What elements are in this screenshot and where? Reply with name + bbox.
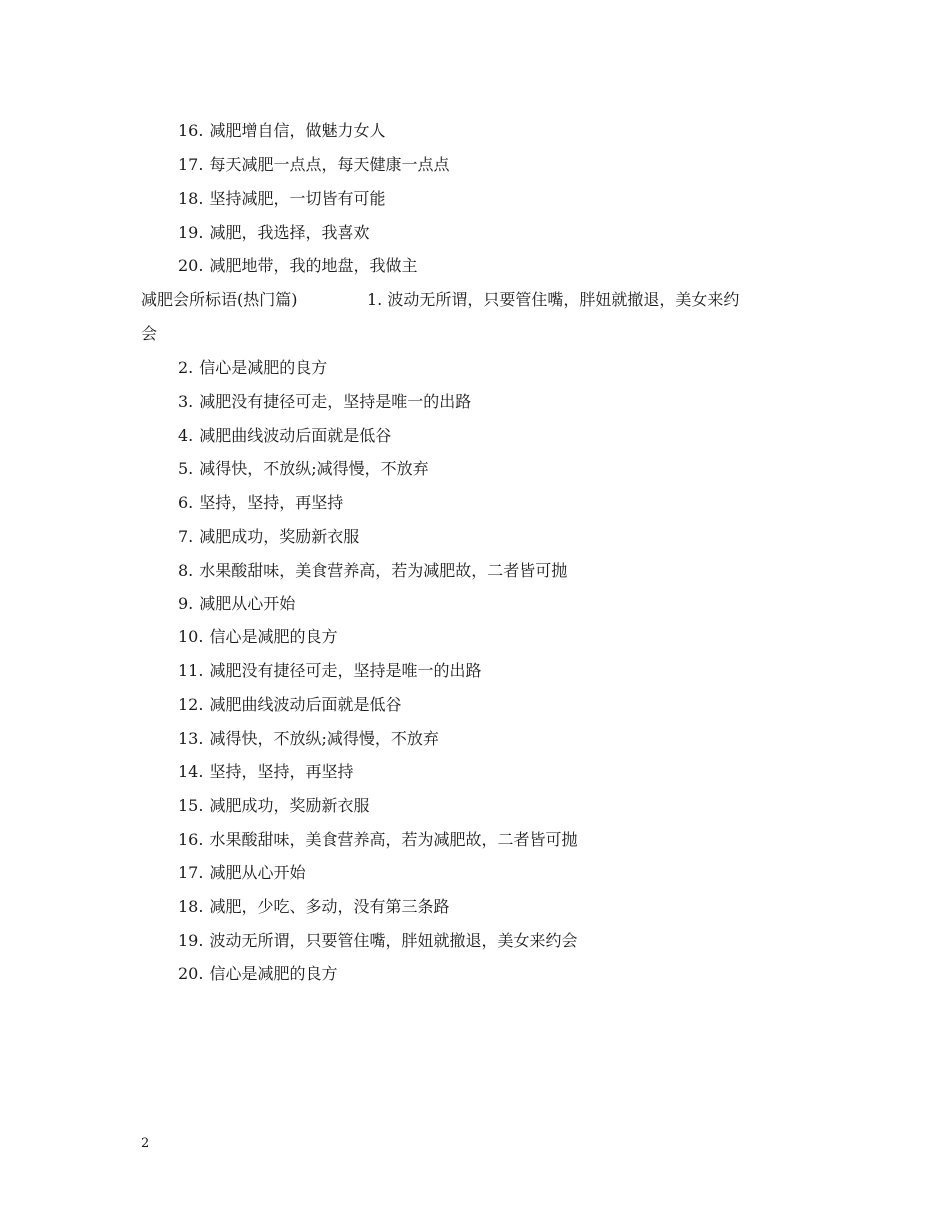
list-item	[178, 561, 567, 581]
list-item	[178, 627, 337, 647]
item-number: 20.	[178, 256, 204, 275]
item-text: 减肥成功，奖励新衣服	[199, 527, 360, 546]
item-text: 信心是减肥的良方	[209, 627, 338, 646]
item-number: 20.	[178, 964, 204, 983]
list-item	[178, 964, 337, 984]
item-text: 坚持，坚持，再坚持	[199, 493, 344, 512]
item-text: 每天减肥一点点，每天健康一点点	[209, 155, 450, 174]
item-text: 波动无所谓，只要管住嘴，胖妞就撤退，美女来约会	[209, 931, 578, 950]
item-number: 12.	[178, 695, 204, 714]
item-text: 减肥没有捷径可走，坚持是唯一的出路	[199, 392, 472, 411]
item-text: 减肥，少吃、多动，没有第三条路	[209, 897, 450, 916]
page-number: 2	[141, 1136, 150, 1151]
item-number: 6.	[178, 493, 194, 512]
item-number: 5.	[178, 459, 194, 478]
list-item	[178, 897, 449, 917]
item-text: 信心是减肥的良方	[199, 358, 328, 377]
item-text: 坚持减肥，一切皆有可能	[209, 189, 386, 208]
item-number: 14.	[178, 762, 204, 781]
list-item	[178, 256, 417, 276]
list-item	[178, 189, 385, 209]
item-text: 减肥曲线波动后面就是低谷	[209, 695, 402, 714]
item-text: 减肥地带，我的地盘，我做主	[209, 256, 418, 275]
list-item	[178, 661, 481, 681]
item-number: 15.	[178, 796, 204, 815]
list-item	[178, 695, 401, 715]
item-text: 减得快，不放纵;减得慢，不放弃	[209, 729, 439, 748]
list-item	[178, 931, 577, 951]
item-text: 水果酸甜味，美食营养高，若为减肥故，二者皆可抛	[209, 830, 578, 849]
section-heading-line	[141, 290, 821, 310]
section-text-continuation: 会	[141, 324, 158, 343]
list-item	[178, 527, 359, 547]
item-text: 波动无所谓，只要管住嘴，胖妞就撤退，美女来约	[387, 290, 740, 309]
item-number: 1.	[367, 290, 383, 309]
item-text: 减肥增自信，做魅力女人	[209, 121, 386, 140]
item-number: 17.	[178, 863, 204, 882]
item-number: 19.	[178, 931, 204, 950]
item-number: 10.	[178, 627, 204, 646]
list-item	[178, 493, 343, 513]
item-number: 4.	[178, 426, 194, 445]
item-number: 8.	[178, 561, 194, 580]
list-item	[178, 155, 449, 175]
item-number: 19.	[178, 223, 204, 242]
list-item	[178, 459, 429, 479]
item-text: 减肥成功，奖励新衣服	[209, 796, 370, 815]
item-number: 13.	[178, 729, 204, 748]
item-text: 减肥从心开始	[199, 594, 296, 613]
item-number: 9.	[178, 594, 194, 613]
list-item	[178, 863, 305, 883]
item-text: 减肥没有捷径可走，坚持是唯一的出路	[209, 661, 482, 680]
item-text: 坚持，坚持，再坚持	[209, 762, 354, 781]
section-title: 减肥会所标语(热门篇)	[141, 290, 298, 309]
item-number: 18.	[178, 897, 204, 916]
list-item	[178, 121, 385, 141]
item-text: 减肥，我选择，我喜欢	[209, 223, 370, 242]
item-number: 3.	[178, 392, 194, 411]
item-text: 减肥曲线波动后面就是低谷	[199, 426, 392, 445]
item-number: 18.	[178, 189, 204, 208]
item-text: 水果酸甜味，美食营养高，若为减肥故，二者皆可抛	[199, 561, 568, 580]
item-number: 16.	[178, 830, 204, 849]
item-text: 信心是减肥的良方	[209, 964, 338, 983]
list-item	[178, 594, 295, 614]
list-item	[178, 426, 391, 446]
item-number: 7.	[178, 527, 194, 546]
list-item	[178, 762, 353, 782]
item-number: 11.	[178, 661, 204, 680]
list-item	[178, 830, 577, 850]
item-text: 减得快，不放纵;减得慢，不放弃	[199, 459, 429, 478]
item-number: 2.	[178, 358, 194, 377]
item-number: 17.	[178, 155, 204, 174]
item-number: 16.	[178, 121, 204, 140]
list-item	[178, 796, 369, 816]
list-item	[178, 392, 471, 412]
list-item	[178, 729, 439, 749]
item-text: 减肥从心开始	[209, 863, 306, 882]
list-item	[178, 223, 369, 243]
list-item	[178, 358, 327, 378]
